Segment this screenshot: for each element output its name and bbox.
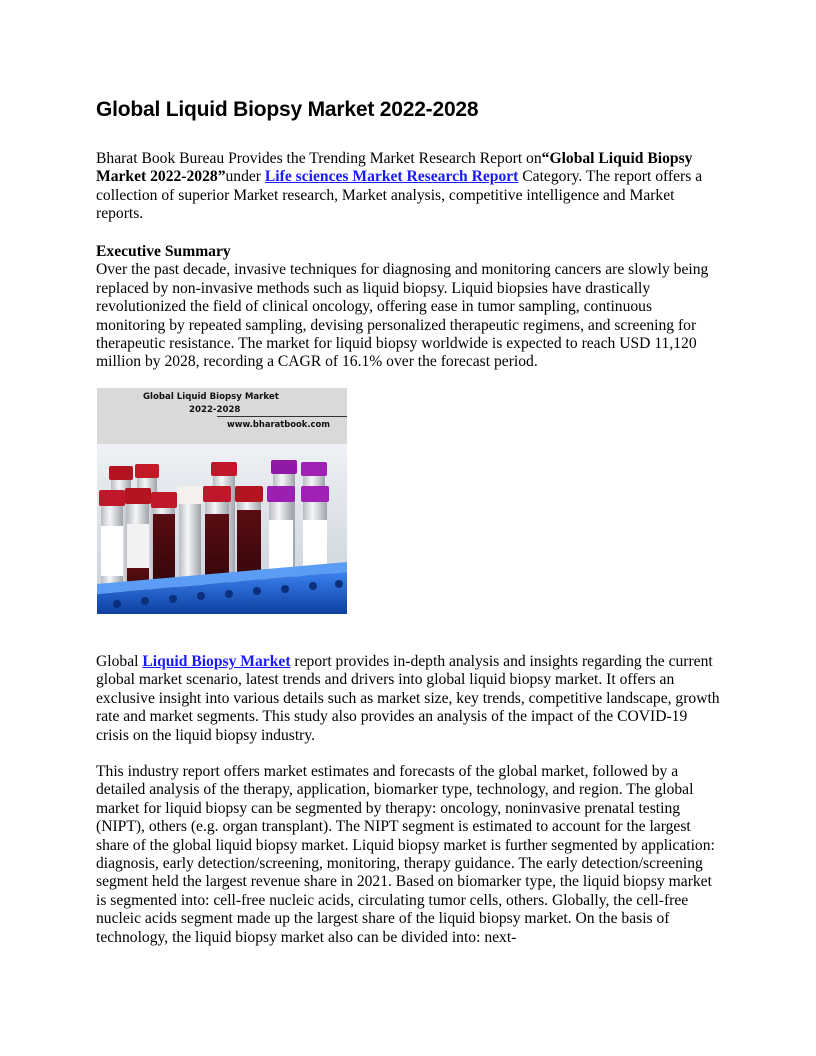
executive-summary-text: Over the past decade, invasive techniques for diagnosing and monitoring cancers are slowly being replaced by non-invasive methods such as liquid biopsy. Liquid biopsies have drastically revolutionized the field of clinical oncology, offering ease in tumor sampling, continuous monitoring by repeated sampling, devising personalized therapeutic regimens, and screening for therapeutic resistance. The market for liquid biopsy worldwide is expected to reach USD 11,120 million by 2028, recording a CAGR of 16.1% over the forecast period.: [96, 261, 709, 371]
cover-title-line1: Global Liquid Biopsy Market: [143, 392, 279, 402]
cover-url: www.bharatbook.com: [227, 419, 330, 429]
intro-text-2: under: [225, 168, 265, 186]
intro-text-3: Category. The report offers a collection of superior Market research, Market analysis, competitive intelligence and Market reports.: [96, 168, 703, 223]
segmentation-paragraph: This industry report offers market estimates and forecasts of the global market, followed by a detailed analysis of the therapy, application, biomarker type, technology, and region. The global market for liquid biopsy can be segmented by therapy: oncology, noninvasive prenatal testing (NIPT), others (e.g. organ transplant). The NIPT segment is estimated to account for the largest share of the global liquid biopsy market. Liquid biopsy market is further segmented by application: diagnosis, early detection/screening, monitoring, therapy guidance. The early detection/screening segment held the largest revenue share in 2021. Based on biomarker type, the liquid biopsy market is segmented into: cell-free nucleic acids, circulating tumor cells, others. Globally, the cell-free nucleic acids segment made up the largest share of the liquid biopsy market. On the basis of technology, the liquid biopsy market also can be divided into: next-: [96, 763, 715, 946]
report-cover-image: [97, 388, 347, 614]
overview-text-1: Global: [96, 653, 143, 670]
intro-text-1: Bharat Book Bureau Provides the Trending Market Research Report on: [96, 150, 542, 167]
intro-paragraph: [96, 150, 724, 224]
intro-report-title: “Global Liquid Biopsy Market 2022-2028”: [96, 150, 693, 186]
blood-tubes-photo: [97, 444, 347, 614]
cover-title-line2: 2022-2028: [189, 405, 241, 415]
overview-text-2: report provides in-depth analysis and insights regarding the current global market scenario, latest trends and drivers into global liquid biopsy market. It offers an exclusive insight into various details such as market size, key trends, competitive landscape, growth rate and market segments. This study also provides an analysis of the impact of the COVID-19 crisis on the liquid biopsy industry.: [96, 653, 720, 744]
cover-divider: [217, 416, 347, 417]
executive-summary-section: [96, 243, 724, 372]
market-overview-paragraph: [96, 653, 724, 745]
life-sciences-report-link[interactable]: Life sciences Market Research Report: [264, 168, 519, 186]
cover-header: [97, 388, 347, 444]
liquid-biopsy-market-link[interactable]: Liquid Biopsy Market: [142, 653, 291, 670]
page-title: Global Liquid Biopsy Market 2022-2028: [96, 98, 479, 121]
executive-summary-heading: Executive Summary: [96, 243, 231, 260]
